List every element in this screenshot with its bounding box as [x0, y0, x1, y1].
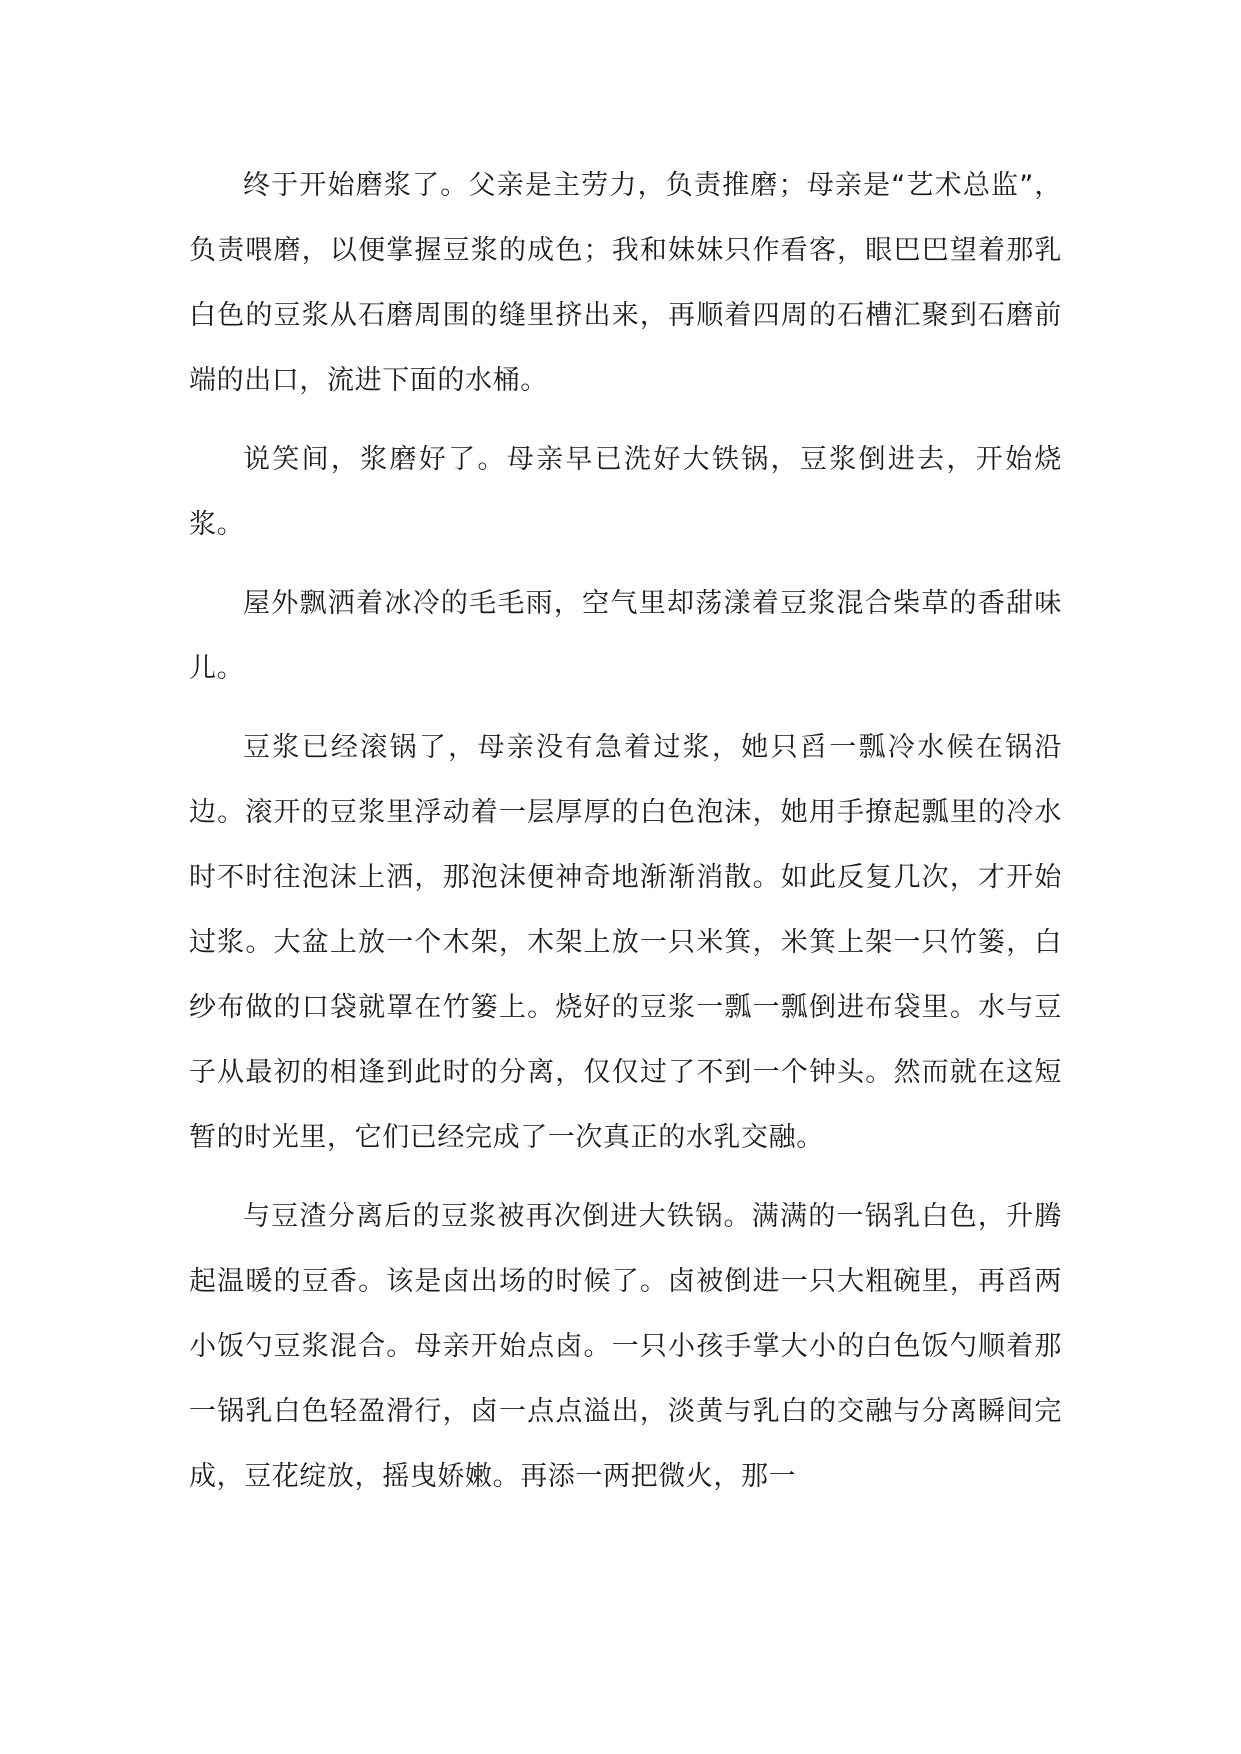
paragraph-grinding: 终于开始磨浆了。父亲是主劳力，负责推磨；母亲是“艺术总监”，负责喂磨，以便掌握豆浆的成色；我和妹妹只作看客，眼巴巴望着那乳白色的豆浆从石磨周围的缝里挤出来，再顺着四周的石槽汇聚到石磨前端的出口，流进下面的水桶。: [189, 170, 1062, 396]
paragraph-filtering: 豆浆已经滚锅了，母亲没有急着过浆，她只舀一瓢冷水候在锅沿边。滚开的豆浆里浮动着一层厚厚的白色泡沫，她用手撩起瓢里的冷水时不时往泡沫上洒，那泡沫便神奇地渐渐消散。如此反复几次，才开始过浆。大盆上放一个木架，木架上放一只米箕，米箕上架一只竹篓，白纱布做的口袋就罩在竹篓上。烧好的豆浆一瓢一瓢倒进布袋里。水与豆子从最初的相逢到此时的分离，仅仅过了不到一个钟头。然而就在这短暂的时光里，它们已经完成了一次真正的水乳交融。: [189, 732, 1062, 1153]
document-body: [189, 153, 1062, 1523]
paragraph-boiling: 说笑间，浆磨好了。母亲早已洗好大铁锅，豆浆倒进去，开始烧浆。: [189, 444, 1062, 540]
paragraph-drizzle: 屋外飘洒着冰冷的毛毛雨，空气里却荡漾着豆浆混合柴草的香甜味儿。: [189, 588, 1062, 684]
paragraph-curdling: 与豆渣分离后的豆浆被再次倒进大铁锅。满满的一锅乳白色，升腾起温暖的豆香。该是卤出场的时候了。卤被倒进一只大粗碗里，再舀两小饭勺豆浆混合。母亲开始点卤。一只小孩手掌大小的白色饭勺顺着那一锅乳白色轻盈滑行，卤一点点溢出，淡黄与乳白的交融与分离瞬间完成，豆花绽放，摇曳娇嫩。再添一两把微火，那一: [189, 1201, 1062, 1492]
